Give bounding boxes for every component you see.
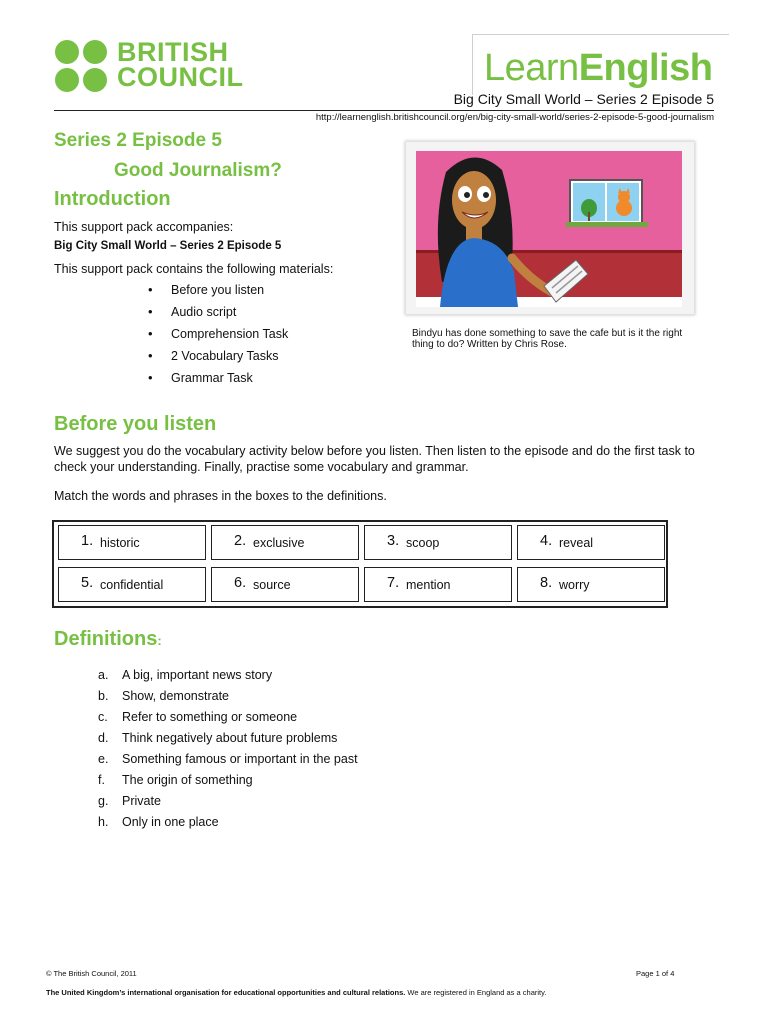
logo-text [117,37,244,92]
list-item: • Audio script [148,305,288,327]
logo-line-1: BRITISH [117,37,229,67]
footer-page-number: Page 1 of 4 [636,969,675,978]
word-box: 6. source [211,567,359,602]
definitions-heading-text: Definitions [54,628,158,650]
list-item: d. Think negatively about future problems [98,731,338,745]
list-item: • Before you listen [148,283,288,305]
word-label: historic [100,536,140,550]
list-item: a. A big, important news story [98,668,273,682]
list-item: • Grammar Task [148,371,288,393]
before-instructions: We suggest you do the vocabulary activity below before you listen. Then listen to the episode and do the first task to check your understanding. Finally, practise some vocabulary and grammar. [54,444,695,474]
list-item: h. Only in one place [98,815,219,829]
word-box: 5. confidential [58,567,206,602]
match-instructions: Match the words and phrases in the boxes to the definitions. [54,489,387,503]
brand-learn: Learn [484,47,579,89]
word-label: scoop [406,536,440,550]
list-item: f. The origin of something [98,773,253,787]
definitions-list [98,668,358,836]
word-box: 8. worry [517,567,665,602]
episode-name: Big City Small World – Series 2 Episode 5 [54,240,282,252]
accompanies-text: This support pack accompanies: [54,220,234,234]
list-item: e. Something famous or important in the past [98,752,358,766]
header-url[interactable]: http://learnenglish.britishcouncil.org/en/big-city-small-world/series-2-episode-5-good-journalism [315,112,714,123]
word-box: 2. exclusive [211,525,359,560]
header-subtitle: Big City Small World – Series 2 Episode 5 [453,91,714,107]
episode-title: Good Journalism? [114,160,282,181]
header-divider [54,110,714,111]
series-title: Series 2 Episode 5 [54,130,222,151]
word-box: 4. reveal [517,525,665,560]
word-box: 1. historic [58,525,206,560]
learnenglish-brand [472,34,729,95]
footer-copyright: © The British Council, 2011 [46,969,137,978]
list-item: b. Show, demonstrate [98,689,230,703]
logo-line-2: COUNCIL [117,62,244,92]
british-council-logo [55,37,245,92]
list-item: g. Private [98,794,161,808]
illustration-caption: Bindyu has done something to save the cafe but is it the right thing to do? Written by Chris Rose. [412,328,683,350]
word-box: 7. mention [364,567,512,602]
word-label: confidential [100,578,164,592]
word-label: reveal [559,536,594,550]
vocabulary-table [52,520,668,608]
footer-mission-bold: The United Kingdom’s international organisation for educational opportunities and cultural relations. [46,988,406,997]
word-box: 3. scoop [364,525,512,560]
learnenglish-logo [484,47,712,90]
episode-illustration [405,141,695,315]
list-item: • Comprehension Task [148,327,288,349]
bindyu-cartoon-icon [406,142,694,314]
footer-charity: We are registered in England as a charity. [405,988,547,997]
logo-dots-icon [55,40,109,92]
footer-mission [46,988,546,997]
word-label: worry [559,578,590,592]
contains-text: This support pack contains the following materials: [54,262,334,276]
word-label: mention [406,578,451,592]
word-label: exclusive [253,536,305,550]
word-label: source [253,578,291,592]
list-item: • 2 Vocabulary Tasks [148,349,288,371]
before-heading: Before you listen [54,413,217,435]
introduction-heading: Introduction [54,188,171,210]
definitions-colon: : [157,633,162,648]
list-item: c. Refer to something or someone [98,710,298,724]
materials-list [148,283,288,393]
definitions-heading [54,628,162,651]
brand-english: English [578,47,713,89]
